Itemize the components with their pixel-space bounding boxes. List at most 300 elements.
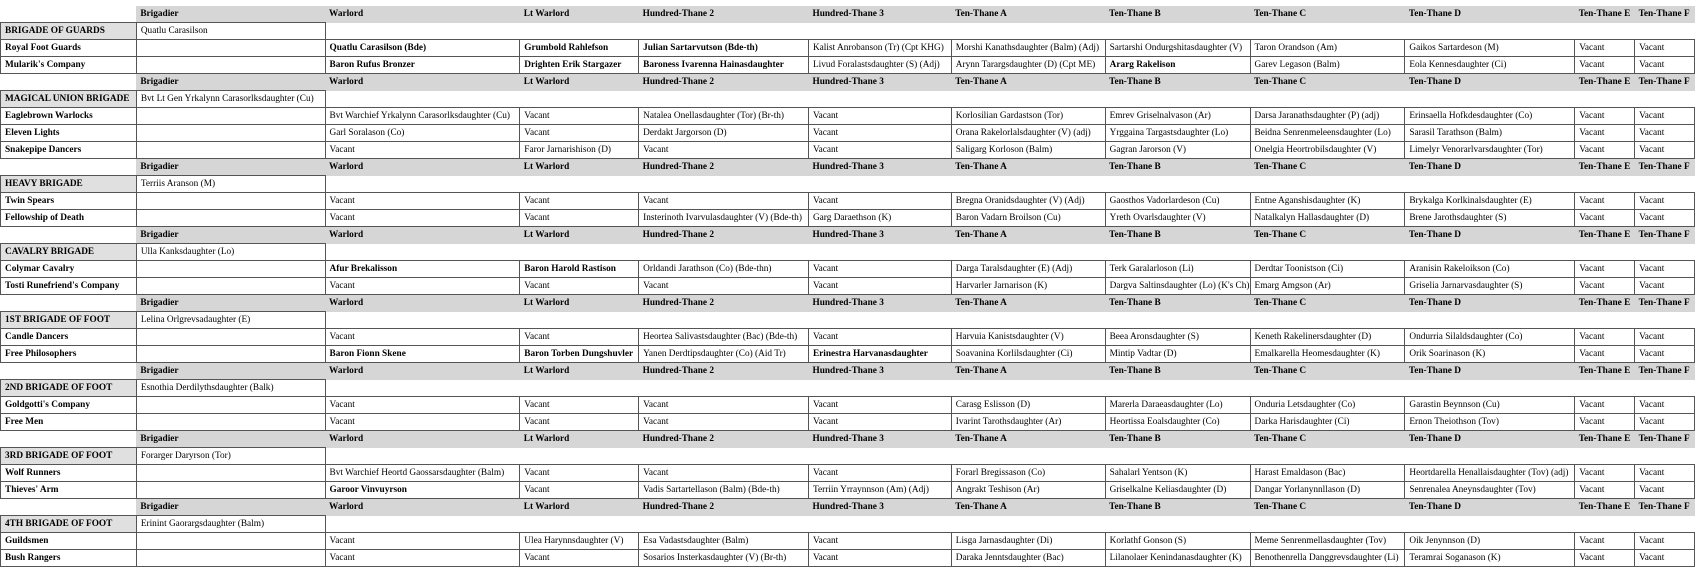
officer-cell[interactable]: Gaosthos Vadorlardeson (Cu) — [1105, 193, 1250, 210]
officer-cell[interactable]: Benothenrella Danggrevsdaughter (Li) — [1250, 550, 1405, 567]
officer-cell[interactable]: Vacant — [1635, 210, 1695, 227]
officer-cell[interactable]: Vacant — [1635, 142, 1695, 159]
empty-cell — [325, 380, 520, 397]
officer-cell[interactable]: Vacant — [520, 108, 639, 125]
officer-cell[interactable]: Vacant — [808, 397, 951, 414]
empty-cell — [1575, 244, 1635, 261]
officer-cell[interactable]: Vacant — [808, 329, 951, 346]
officer-cell[interactable] — [136, 40, 325, 57]
officer-cell[interactable]: Vacant — [1575, 278, 1635, 295]
officer-cell[interactable] — [136, 482, 325, 499]
column-header: Warlord — [325, 6, 520, 23]
officer-cell[interactable]: Angrakt Teshison (Ar) — [951, 482, 1105, 499]
column-header: Warlord — [325, 159, 520, 176]
empty-cell — [1250, 91, 1405, 108]
brigade-row — [1, 176, 1695, 193]
officer-cell[interactable]: Saligarg Korloson (Balm) — [951, 142, 1105, 159]
brigadier-name[interactable]: Erinint Gaorargsdaughter (Balm) — [136, 516, 325, 533]
empty-cell — [1105, 312, 1250, 329]
unit-name[interactable]: Tosti Runefriend's Company — [1, 278, 137, 295]
column-header: Warlord — [325, 363, 520, 380]
empty-cell — [1250, 380, 1405, 397]
empty-cell — [1405, 448, 1575, 465]
officer-cell[interactable] — [136, 210, 325, 227]
officer-cell[interactable]: Vacant — [1635, 278, 1695, 295]
officer-cell[interactable]: Julian Sartarvutson (Bde-th) — [639, 40, 809, 57]
empty-cell — [1250, 176, 1405, 193]
officer-cell[interactable]: Baron Torben Dungshuvler — [520, 346, 639, 363]
officer-cell[interactable]: Brykalga Korlkinalsdaughter (E) — [1405, 193, 1575, 210]
officer-cell[interactable]: Vacant — [325, 397, 520, 414]
officer-cell[interactable]: Vacant — [1575, 142, 1635, 159]
officer-cell[interactable]: Lilanolaer Kenindanasdaughter (K) — [1105, 550, 1250, 567]
officer-cell[interactable]: Vacant — [1635, 533, 1695, 550]
column-header: Lt Warlord — [520, 159, 639, 176]
empty-cell — [639, 312, 809, 329]
unit-name[interactable]: Eleven Lights — [1, 125, 137, 142]
officer-cell[interactable]: Vacant — [520, 210, 639, 227]
brigade-name: MAGICAL UNION BRIGADE — [1, 91, 137, 108]
officer-cell[interactable]: Vacant — [325, 533, 520, 550]
officer-cell[interactable]: Erinestra Harvanasdaughter — [808, 346, 951, 363]
officer-cell[interactable]: Ondurria Silaldsdaughter (Co) — [1405, 329, 1575, 346]
officer-cell[interactable]: Vacant — [1635, 397, 1695, 414]
officer-cell[interactable]: Orana Rakelorlalsdaughter (V) (adj) — [951, 125, 1105, 142]
officer-cell[interactable] — [136, 414, 325, 431]
column-header: Ten-Thane E — [1575, 159, 1635, 176]
column-header: Lt Warlord — [520, 227, 639, 244]
brigadier-name[interactable]: Bvt Lt Gen Yrkalynn Carasorlksdaughter (Cu) — [136, 91, 325, 108]
officer-cell[interactable]: Vacant — [1635, 108, 1695, 125]
officer-cell[interactable]: Vacant — [1575, 414, 1635, 431]
officer-cell[interactable]: Natalea Onellasdaughter (Tor) (Br-th) — [639, 108, 809, 125]
officer-cell[interactable] — [136, 550, 325, 567]
empty-cell — [1575, 176, 1635, 193]
brigade-row — [1, 380, 1695, 397]
column-header: Brigadier — [136, 74, 325, 91]
empty-cell — [639, 91, 809, 108]
officer-cell[interactable]: Bregna Oranidsdaughter (V) (Adj) — [951, 193, 1105, 210]
officer-cell[interactable]: Vacant — [808, 533, 951, 550]
column-header: Lt Warlord — [520, 499, 639, 516]
column-header: Hundred-Thane 3 — [808, 159, 951, 176]
officer-cell[interactable]: Onelgia Heortrobilsdaughter (V) — [1250, 142, 1405, 159]
officer-cell[interactable]: Derdakt Jargorson (D) — [639, 125, 809, 142]
officer-cell[interactable]: Vacant — [1575, 346, 1635, 363]
officer-cell[interactable]: Vacant — [639, 414, 809, 431]
officer-cell[interactable]: Arynn Tarargsdaughter (D) (Cpt ME) — [951, 57, 1105, 74]
officer-cell[interactable]: Onduria Letsdaughter (Co) — [1250, 397, 1405, 414]
officer-cell[interactable]: Vacant — [520, 278, 639, 295]
officer-cell[interactable]: Quatlu Carasilson (Bde) — [325, 40, 520, 57]
officer-cell[interactable] — [136, 329, 325, 346]
officer-cell[interactable]: Vacant — [1575, 397, 1635, 414]
empty-cell — [520, 312, 639, 329]
officer-cell[interactable]: Marerla Daraeasdaughter (Lo) — [1105, 397, 1250, 414]
officer-cell[interactable]: Vacant — [520, 550, 639, 567]
officer-cell[interactable]: Terriin Yrraynnson (Am) (Adj) — [808, 482, 951, 499]
unit-name[interactable]: Wolf Runners — [1, 465, 137, 482]
column-header: Ten-Thane C — [1250, 159, 1405, 176]
brigadier-name[interactable]: Lelina Orlgrevsadaughter (E) — [136, 312, 325, 329]
empty-cell — [1575, 23, 1635, 40]
officer-cell[interactable]: Vacant — [639, 397, 809, 414]
officer-cell[interactable]: Kalist Anrobanson (Tr) (Cpt KHG) — [808, 40, 951, 57]
officer-cell[interactable]: Vacant — [325, 278, 520, 295]
officer-cell[interactable]: Carasg Eslisson (D) — [951, 397, 1105, 414]
officer-cell[interactable]: Vacant — [325, 550, 520, 567]
officer-cell[interactable]: Teramrai Soganason (K) — [1405, 550, 1575, 567]
empty-cell — [520, 448, 639, 465]
officer-cell[interactable]: Emalkarella Heomesdaughter (K) — [1250, 346, 1405, 363]
column-header: Ten-Thane A — [951, 363, 1105, 380]
officer-cell[interactable]: Vacant — [1635, 482, 1695, 499]
officer-cell[interactable]: Vacant — [1635, 465, 1695, 482]
column-header: Hundred-Thane 3 — [808, 363, 951, 380]
officer-cell[interactable]: Vacant — [639, 278, 809, 295]
unit-row — [1, 550, 1695, 567]
officer-cell[interactable]: Baron Harold Rastison — [520, 261, 639, 278]
column-header: Ten-Thane F — [1635, 431, 1695, 448]
officer-cell[interactable]: Korlathf Gonson (S) — [1105, 533, 1250, 550]
officer-cell[interactable]: Derdtar Toonistson (Ci) — [1250, 261, 1405, 278]
officer-cell[interactable]: Vacant — [808, 261, 951, 278]
column-header: Warlord — [325, 499, 520, 516]
officer-cell[interactable]: Vacant — [1575, 40, 1635, 57]
officer-cell[interactable]: Baron Fionn Skene — [325, 346, 520, 363]
officer-cell[interactable]: Vacant — [325, 210, 520, 227]
unit-name[interactable]: Twin Spears — [1, 193, 137, 210]
unit-name[interactable]: Colymar Cavalry — [1, 261, 137, 278]
brigade-row — [1, 244, 1695, 261]
officer-cell[interactable]: Vacant — [520, 414, 639, 431]
officer-cell[interactable]: Garoor Vinvuyrson — [325, 482, 520, 499]
column-header: Ten-Thane A — [951, 431, 1105, 448]
officer-cell[interactable]: Darsa Jaranathsdaughter (P) (adj) — [1250, 108, 1405, 125]
column-header — [1, 159, 137, 176]
officer-cell[interactable]: Meme Senrenmellasdaughter (Tov) — [1250, 533, 1405, 550]
brigade-row — [1, 448, 1695, 465]
officer-cell[interactable]: Vacant — [1635, 57, 1695, 74]
officer-cell[interactable]: Yreth Ovarlsdaughter (V) — [1105, 210, 1250, 227]
officer-cell[interactable]: Esa Vadastsdaughter (Balm) — [639, 533, 809, 550]
officer-cell[interactable]: Vacant — [1575, 125, 1635, 142]
officer-cell[interactable]: Orldandi Jarathson (Co) (Bde-thn) — [639, 261, 809, 278]
unit-name[interactable]: Bush Rangers — [1, 550, 137, 567]
officer-cell[interactable]: Forarl Bregissason (Co) — [951, 465, 1105, 482]
officer-cell[interactable]: Heortissa Eoalsdaughter (Co) — [1105, 414, 1250, 431]
empty-cell — [1635, 91, 1695, 108]
officer-cell[interactable]: Vacant — [1635, 125, 1695, 142]
officer-cell[interactable]: Vacant — [325, 329, 520, 346]
unit-name[interactable]: Candle Dancers — [1, 329, 137, 346]
officer-cell[interactable]: Harvarler Jarnarison (K) — [951, 278, 1105, 295]
officer-cell[interactable]: Drighten Erik Stargazer — [520, 57, 639, 74]
empty-cell — [1250, 244, 1405, 261]
officer-cell[interactable]: Vacant — [1635, 40, 1695, 57]
officer-cell[interactable]: Entne Aganshisdaughter (K) — [1250, 193, 1405, 210]
officer-cell[interactable]: Vacant — [639, 465, 809, 482]
officer-cell[interactable]: Brene Jarothsdaughter (S) — [1405, 210, 1575, 227]
column-header: Hundred-Thane 2 — [639, 6, 809, 23]
officer-cell[interactable]: Vacant — [520, 329, 639, 346]
unit-row — [1, 397, 1695, 414]
officer-cell[interactable]: Beidna Senrenmeleensdaughter (Lo) — [1250, 125, 1405, 142]
officer-cell[interactable]: Vacant — [1635, 329, 1695, 346]
column-header: Brigadier — [136, 159, 325, 176]
officer-cell[interactable] — [136, 278, 325, 295]
column-header: Ten-Thane F — [1635, 159, 1695, 176]
officer-cell[interactable]: Morshi Kanathsdaughter (Balm) (Adj) — [951, 40, 1105, 57]
unit-name[interactable]: Free Men — [1, 414, 137, 431]
officer-cell[interactable]: Garg Daraethson (K) — [808, 210, 951, 227]
officer-cell[interactable]: Emrev Griselnalvason (Ar) — [1105, 108, 1250, 125]
officer-cell[interactable]: Vacant — [1575, 482, 1635, 499]
brigadier-name[interactable]: Terriis Aranson (M) — [136, 176, 325, 193]
empty-cell — [951, 244, 1105, 261]
unit-name[interactable]: Fellowship of Death — [1, 210, 137, 227]
officer-cell[interactable]: Baron Rufus Bronzer — [325, 57, 520, 74]
unit-name[interactable]: Snakepipe Dancers — [1, 142, 137, 159]
officer-cell[interactable]: Vacant — [808, 465, 951, 482]
empty-cell — [808, 448, 951, 465]
column-header-row — [1, 159, 1695, 176]
officer-cell[interactable]: Harvuia Kanistsdaughter (V) — [951, 329, 1105, 346]
officer-cell[interactable] — [136, 125, 325, 142]
officer-cell[interactable]: Senrenalea Aneynsdaughter (Tov) — [1405, 482, 1575, 499]
officer-cell[interactable]: Orik Soarinason (K) — [1405, 346, 1575, 363]
officer-cell[interactable]: Vacant — [325, 142, 520, 159]
officer-cell[interactable]: Darka Harisdaughter (Ci) — [1250, 414, 1405, 431]
officer-cell[interactable]: Bvt Warchief Heortd Gaossarsdaughter (Balm) — [325, 465, 520, 482]
officer-cell[interactable]: Emarg Amgson (Ar) — [1250, 278, 1405, 295]
officer-cell[interactable]: Vacant — [1635, 550, 1695, 567]
officer-cell[interactable] — [136, 465, 325, 482]
brigade-name: 1ST BRIGADE OF FOOT — [1, 312, 137, 329]
column-header-row — [1, 227, 1695, 244]
officer-cell[interactable]: Keneth Rakelinersdaughter (D) — [1250, 329, 1405, 346]
unit-name[interactable]: Thieves' Arm — [1, 482, 137, 499]
officer-cell[interactable]: Vacant — [1575, 533, 1635, 550]
empty-cell — [520, 516, 639, 533]
column-header: Ten-Thane C — [1250, 227, 1405, 244]
column-header: Ten-Thane B — [1105, 363, 1250, 380]
officer-cell[interactable]: Beea Aronsdaughter (S) — [1105, 329, 1250, 346]
column-header: Brigadier — [136, 363, 325, 380]
column-header: Ten-Thane D — [1405, 499, 1575, 516]
officer-cell[interactable]: Harast Emaldason (Bac) — [1250, 465, 1405, 482]
officer-cell[interactable]: Vacant — [1575, 210, 1635, 227]
column-header: Brigadier — [136, 295, 325, 312]
officer-cell[interactable]: Yrggaina Targastsdaughter (Lo) — [1105, 125, 1250, 142]
officer-cell[interactable]: Garastin Beynnson (Cu) — [1405, 397, 1575, 414]
officer-cell[interactable]: Baroness Ivarenna Hainasdaughter — [639, 57, 809, 74]
officer-cell[interactable]: Griselkalne Keliasdaughter (D) — [1105, 482, 1250, 499]
column-header: Warlord — [325, 295, 520, 312]
column-header: Hundred-Thane 3 — [808, 431, 951, 448]
column-header: Ten-Thane A — [951, 74, 1105, 91]
officer-cell[interactable] — [136, 142, 325, 159]
officer-cell[interactable]: Sarasil Tarathson (Balm) — [1405, 125, 1575, 142]
officer-cell[interactable]: Vacant — [1575, 261, 1635, 278]
unit-row — [1, 329, 1695, 346]
officer-cell[interactable]: Natalkalyn Hallasdaughter (D) — [1250, 210, 1405, 227]
empty-cell — [808, 312, 951, 329]
officer-cell[interactable]: Sartarshi Ondurgshitasdaughter (V) — [1105, 40, 1250, 57]
officer-cell[interactable]: Vacant — [808, 193, 951, 210]
empty-cell — [639, 380, 809, 397]
officer-cell[interactable] — [136, 261, 325, 278]
unit-row — [1, 142, 1695, 159]
officer-cell[interactable]: Vacant — [1575, 329, 1635, 346]
column-header: Ten-Thane E — [1575, 74, 1635, 91]
officer-cell[interactable]: Insterinoth Ivarvulasdaughter (V) (Bde-th) — [639, 210, 809, 227]
column-header: Lt Warlord — [520, 74, 639, 91]
officer-cell[interactable]: Vacant — [1635, 193, 1695, 210]
officer-cell[interactable]: Vacant — [325, 414, 520, 431]
officer-cell[interactable]: Vacant — [808, 550, 951, 567]
column-header: Lt Warlord — [520, 6, 639, 23]
brigade-row — [1, 516, 1695, 533]
officer-cell[interactable]: Darga Taralsdaughter (E) (Adj) — [951, 261, 1105, 278]
column-header: Ten-Thane C — [1250, 431, 1405, 448]
column-header: Hundred-Thane 2 — [639, 295, 809, 312]
empty-cell — [325, 176, 520, 193]
officer-cell[interactable]: Ararg Rakelison — [1105, 57, 1250, 74]
officer-cell[interactable]: Vacant — [1575, 193, 1635, 210]
officer-cell[interactable]: Korlosilian Gardastson (Tor) — [951, 108, 1105, 125]
officer-cell[interactable]: Vacant — [808, 125, 951, 142]
column-header: Ten-Thane F — [1635, 6, 1695, 23]
unit-name[interactable]: Goldgotti's Company — [1, 397, 137, 414]
unit-name[interactable]: Eaglebrown Warlocks — [1, 108, 137, 125]
officer-cell[interactable]: Vacant — [325, 193, 520, 210]
officer-cell[interactable]: Gagran Jarorson (V) — [1105, 142, 1250, 159]
empty-cell — [1250, 23, 1405, 40]
officer-cell[interactable]: Livud Foralastsdaughter (S) (Adj) — [808, 57, 951, 74]
officer-cell[interactable]: Heortdarella Henallaisdaughter (Tov) (adj) — [1405, 465, 1575, 482]
officer-cell[interactable]: Vacant — [639, 142, 809, 159]
officer-cell[interactable]: Bvt Warchief Yrkalynn Carasorlksdaughter (Cu) — [325, 108, 520, 125]
unit-row — [1, 108, 1695, 125]
officer-cell[interactable]: Vacant — [808, 278, 951, 295]
officer-cell[interactable]: Ivarint Tarothsdaughter (Ar) — [951, 414, 1105, 431]
officer-cell[interactable]: Aranisin Rakeloikson (Co) — [1405, 261, 1575, 278]
brigadier-name[interactable]: Ulla Kanksdaughter (Lo) — [136, 244, 325, 261]
officer-cell[interactable]: Vacant — [520, 397, 639, 414]
column-header: Warlord — [325, 74, 520, 91]
unit-row — [1, 465, 1695, 482]
officer-cell[interactable]: Vacant — [1635, 346, 1695, 363]
column-header-row — [1, 363, 1695, 380]
officer-cell[interactable]: Vacant — [520, 125, 639, 142]
officer-cell[interactable]: Vacant — [520, 193, 639, 210]
officer-cell[interactable]: Dangar Yorlanynnllason (D) — [1250, 482, 1405, 499]
officer-cell[interactable]: Vacant — [1575, 57, 1635, 74]
unit-row — [1, 193, 1695, 210]
officer-cell[interactable]: Vacant — [1575, 550, 1635, 567]
officer-cell[interactable]: Limelyr Venorarlvarsdaughter (Tor) — [1405, 142, 1575, 159]
officer-cell[interactable]: Griselia Jarnarvasdaughter (S) — [1405, 278, 1575, 295]
column-header: Ten-Thane C — [1250, 295, 1405, 312]
officer-cell[interactable]: Sahalarl Yentson (K) — [1105, 465, 1250, 482]
brigadier-name[interactable]: Esnothia Derdilythsdaughter (Balk) — [136, 380, 325, 397]
officer-cell[interactable]: Vacant — [808, 142, 951, 159]
officer-cell[interactable]: Taron Orandson (Am) — [1250, 40, 1405, 57]
officer-cell[interactable]: Garev Legason (Balm) — [1250, 57, 1405, 74]
officer-cell[interactable]: Heortea Salivastsdaughter (Bac) (Bde-th) — [639, 329, 809, 346]
empty-cell — [1575, 380, 1635, 397]
officer-cell[interactable]: Mintip Vadtar (D) — [1105, 346, 1250, 363]
officer-cell[interactable]: Vacant — [1635, 414, 1695, 431]
officer-cell[interactable]: Vacant — [808, 108, 951, 125]
officer-cell[interactable]: Vacant — [1575, 108, 1635, 125]
officer-cell[interactable] — [136, 108, 325, 125]
officer-cell[interactable]: Ernon Theiothson (Tov) — [1405, 414, 1575, 431]
officer-cell[interactable]: Terk Garalarloson (Li) — [1105, 261, 1250, 278]
officer-cell[interactable]: Vacant — [639, 193, 809, 210]
column-header: Ten-Thane B — [1105, 431, 1250, 448]
officer-cell[interactable]: Eola Kennesdaughter (Ci) — [1405, 57, 1575, 74]
officer-cell[interactable]: Vacant — [1635, 261, 1695, 278]
officer-cell[interactable]: Oik Jenynnson (D) — [1405, 533, 1575, 550]
brigadier-name[interactable]: Quatlu Carasilson — [136, 23, 325, 40]
officer-cell[interactable] — [136, 533, 325, 550]
officer-cell[interactable]: Erinsaella Hofkdesdaughter (Co) — [1405, 108, 1575, 125]
officer-cell[interactable]: Afur Brekalisson — [325, 261, 520, 278]
officer-cell[interactable]: Grumbold Rahlefson — [520, 40, 639, 57]
empty-cell — [1105, 448, 1250, 465]
officer-cell[interactable]: Ulea Harynnsdaughter (V) — [520, 533, 639, 550]
empty-cell — [520, 176, 639, 193]
column-header: Ten-Thane B — [1105, 227, 1250, 244]
officer-cell[interactable]: Vacant — [1575, 465, 1635, 482]
officer-cell[interactable]: Baron Vadarn Broilson (Cu) — [951, 210, 1105, 227]
officer-cell[interactable]: Gaikos Sartardeson (M) — [1405, 40, 1575, 57]
empty-cell — [1105, 23, 1250, 40]
officer-cell[interactable]: Faror Jarnarishison (D) — [520, 142, 639, 159]
officer-cell[interactable]: Vacant — [520, 482, 639, 499]
empty-cell — [1405, 312, 1575, 329]
officer-cell[interactable]: Vacant — [808, 414, 951, 431]
officer-cell[interactable]: Sosarios Insterkasdaughter (V) (Br-th) — [639, 550, 809, 567]
officer-cell[interactable]: Garl Soralason (Co) — [325, 125, 520, 142]
officer-cell[interactable] — [136, 397, 325, 414]
empty-cell — [639, 448, 809, 465]
unit-name[interactable]: Guildsmen — [1, 533, 137, 550]
officer-cell[interactable] — [136, 57, 325, 74]
unit-name[interactable]: Royal Foot Guards — [1, 40, 137, 57]
officer-cell[interactable]: Dargva Saltinsdaughter (Lo) (K's Ch) — [1105, 278, 1250, 295]
officer-cell[interactable]: Daraka Jenntsdaughter (Bac) — [951, 550, 1105, 567]
officer-cell[interactable] — [136, 193, 325, 210]
officer-cell[interactable]: Soavanina Korlilsdaughter (Ci) — [951, 346, 1105, 363]
brigade-name: BRIGADE OF GUARDS — [1, 23, 137, 40]
officer-cell[interactable]: Lisga Jarnasdaughter (Di) — [951, 533, 1105, 550]
empty-cell — [325, 448, 520, 465]
brigadier-name[interactable]: Forarger Daryrson (Tor) — [136, 448, 325, 465]
officer-cell[interactable]: Yanen Derdtipsdaughter (Co) (Aid Tr) — [639, 346, 809, 363]
unit-name[interactable]: Mularik's Company — [1, 57, 137, 74]
empty-cell — [951, 91, 1105, 108]
officer-cell[interactable]: Vadis Sartartellason (Balm) (Bde-th) — [639, 482, 809, 499]
officer-cell[interactable] — [136, 346, 325, 363]
order-of-battle-table — [0, 6, 1695, 567]
empty-cell — [520, 380, 639, 397]
unit-name[interactable]: Free Philosophers — [1, 346, 137, 363]
column-header-row — [1, 6, 1695, 23]
officer-cell[interactable]: Vacant — [520, 465, 639, 482]
